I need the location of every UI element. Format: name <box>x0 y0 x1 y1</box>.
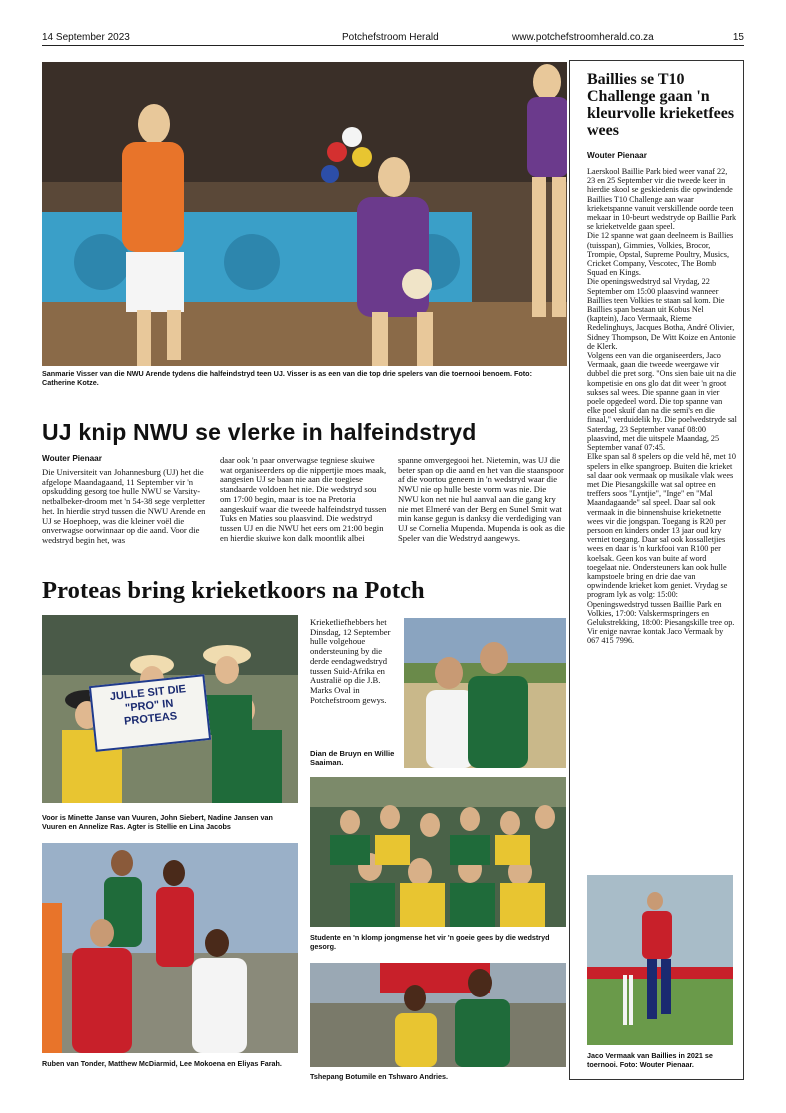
publication-name: Potchefstroom Herald <box>342 32 439 43</box>
fans-photo-caption: Voor is Minette Janse van Vuuren, John Siebert, Nadine Jansen van Vuuren en Annelize Ras. Agter is Stellie en Lina Jacobs <box>42 813 273 832</box>
sidebar-paragraph: Laerskool Baillie Park bied weer vanaf 22, 23 en 25 September vir die tweede keer in hierdie skool se geskiedenis die opwindende Baillies T10 Challenge aan waar krieketspanne vanuit verskillende oorde teen mekaar in 10-beurt wedstryde op Baillie Park se krieketvelde gaan speel. <box>587 167 737 232</box>
netball-column-2: daar ook 'n paar onverwagse tegniese skuiwe wat organiseerders op die nippertjie moes maak, aangesien UJ se baan nie aan die toegiese standaarde voldoen het nie. Die wedstryd sou om 17:00 begin, maar is toe na Pretoria aangeskuif waar die tweede halfeindstryd tussen Tuks en Maties sou plaasvind. Die wedstryd tussen UJ en die NWU het eers om 21:00 begin en hierdie skuiwe kon dalk moontlik albei <box>220 455 387 543</box>
cricket-intro: Krieketliefhebbers het Dinsdag, 12 September hulle volgehoue ondersteuning by die derde eendagwedstryd tussen Suid-Afrika en Australië op die J.B. Marks Oval in Potchefstroom gewys. <box>310 617 391 705</box>
sidebar-paragraph: Elke span sal 8 spelers op die veld hê, met 10 spelers in elke spangroep. Buiten die krieket sal daar ook vermaak op musikale vlak wees met Die Piesangskille wat sal optree en treffers soos "Lyntjie", "Inge" en "Mal Maandagaande" sal speel. Daar sal ook vermaak in die binnenshuise krieketnette wees vir die jongspan. Toegang is R20 per persoon en kinders onder 13 jaar oud kry verniet toegang. Daar sal ook kossalletjies wees en daar is 'n kurkfooi van R100 per koelsak. Geen kos van buite af word toegelaat nie. Ondersteuners kan ook hulle kampstoele bring en drie dae van opwindende krieket kom geniet. Vrydag se program lyk as volg: 15:00: Openingswedstryd tussen Baillie Park en Volkies, 17:00: Valskermspringers en Gelukstrekking, 18:00: Piesangskille tree op. Vir enige navrae kontak Jaco Vermaak by 067 415 7996. <box>587 452 736 646</box>
issue-date: 14 September 2023 <box>42 32 130 43</box>
tshepang-photo <box>310 963 566 1067</box>
sidebar-byline: Wouter Pienaar <box>587 151 647 160</box>
netball-column-1: Die Universiteit van Johannesburg (UJ) het die afgelope Maandagaand, 11 September vir 'n opskudding gesorg toe hulle NWU se Varsity-netbalbeker-droom met 'n 54-38 sege verpletter het. In hierdie stryd tussen die NWU Arende en UJ se Hoephoep, was die kleiner voël die onverwagse oorwinnaar op die aand. Voor die wedstryd begin het, was <box>42 467 206 545</box>
sidebar-paragraph: Die openingswedstryd sal Vrydag, 22 September om 15:00 plaasvind wanneer Baillies teen Volkies te staan sal kom. Die Baillies span bestaan uit Kobus Nel (kaptein), Jaco Vermaak, Rieme Redelinghuys, Jacques Botha, André Olivier, Sidney Thompson, De Witt Koize en Antonie de Klerk. <box>587 277 736 351</box>
netball-column-3: spanne omvergegooi het. Nietemin, was UJ die beter span op die aand en het van die staanspoor af die voortou geneem in 'n wedstryd waar die NWU nie op hulle beste vorm was nie. Die NWU kon net nie hul aanval aan die gang kry nie met Elmeré van der Berg en Sunel Smit wat min kanse gegun is danksy die verdediging van UJ se Cornelia Mupenda. Mupenda is ook as die Speler van die Wedstryd aangewys. <box>398 455 565 543</box>
students-photo <box>310 777 566 927</box>
netball-photo-caption: Sanmarie Visser van die NWU Arende tydens die halfeindstryd teen UJ. Visser is as een van die top drie spelers van die toernooi benoem. Foto: Catherine Kotze. <box>42 369 532 388</box>
boys-photo <box>404 618 566 768</box>
tshepang-photo-caption: Tshepang Botumile en Tshwaro Andries. <box>310 1072 449 1081</box>
ruben-photo <box>42 843 298 1053</box>
sidebar-paragraph: Volgens een van die organiseerders, Jaco Vermaak, gaan die tweede weergawe vir dubbel die pret sorg. "Ons sien baie uit na die kompetisie en ons glo dat dit weer 'n groot sukses sal wees. Die spanne gaan in vier poele opgedeel word. Die top spanne van elke poel skuif dan na die semi's en die finaal," verduidelik hy. Die poelwedstryde sal Saterdag, 23 September vanaf 08:00 plaasvind, met die uitspele Maandag, 25 September vanaf 07:45. <box>587 351 737 453</box>
jaco-vermaak-photo-caption: Jaco Vermaak van Baillies in 2021 se toernooi. Foto: Wouter Pienaar. <box>587 1051 713 1070</box>
sidebar-headline: Baillies se T10 Challenge gaan 'n kleurvolle krieketfees wees <box>587 71 735 139</box>
website-link[interactable]: www.potchefstroomherald.co.za <box>512 32 654 43</box>
page-number: 15 <box>732 32 744 43</box>
cricket-intro-byline: Dian de Bruyn en Willie Saaiman. <box>310 749 395 768</box>
students-photo-caption: Studente en 'n klomp jongmense het vir 'n goeie gees by die wedstryd gesorg. <box>310 933 550 952</box>
fans-banner: JULLE SIT DIE "PRO" IN PROTEAS <box>89 674 211 752</box>
jaco-vermaak-photo <box>587 875 733 1045</box>
netball-headline: UJ knip NWU se vlerke in halfeindstryd <box>42 419 477 445</box>
sidebar-body <box>587 167 737 646</box>
cricket-headline: Proteas bring krieketkoors na Potch <box>42 577 425 604</box>
netball-photo <box>42 62 567 366</box>
ruben-photo-caption: Ruben van Tonder, Matthew McDiarmid, Lee Mokoena en Eliyas Farah. <box>42 1059 282 1068</box>
page-header <box>42 30 744 46</box>
sidebar-box <box>569 60 744 1080</box>
sidebar-paragraph: Die 12 spanne wat gaan deelneem is Baillies (tuisspan), Gimmies, Volkies, Brocor, Trompie, Opstal, Supreme Poultry, Musics, Cricket Company, Vescotec, The Bomb Squad en Kings. <box>587 231 734 278</box>
netball-byline: Wouter Pienaar <box>42 454 102 463</box>
